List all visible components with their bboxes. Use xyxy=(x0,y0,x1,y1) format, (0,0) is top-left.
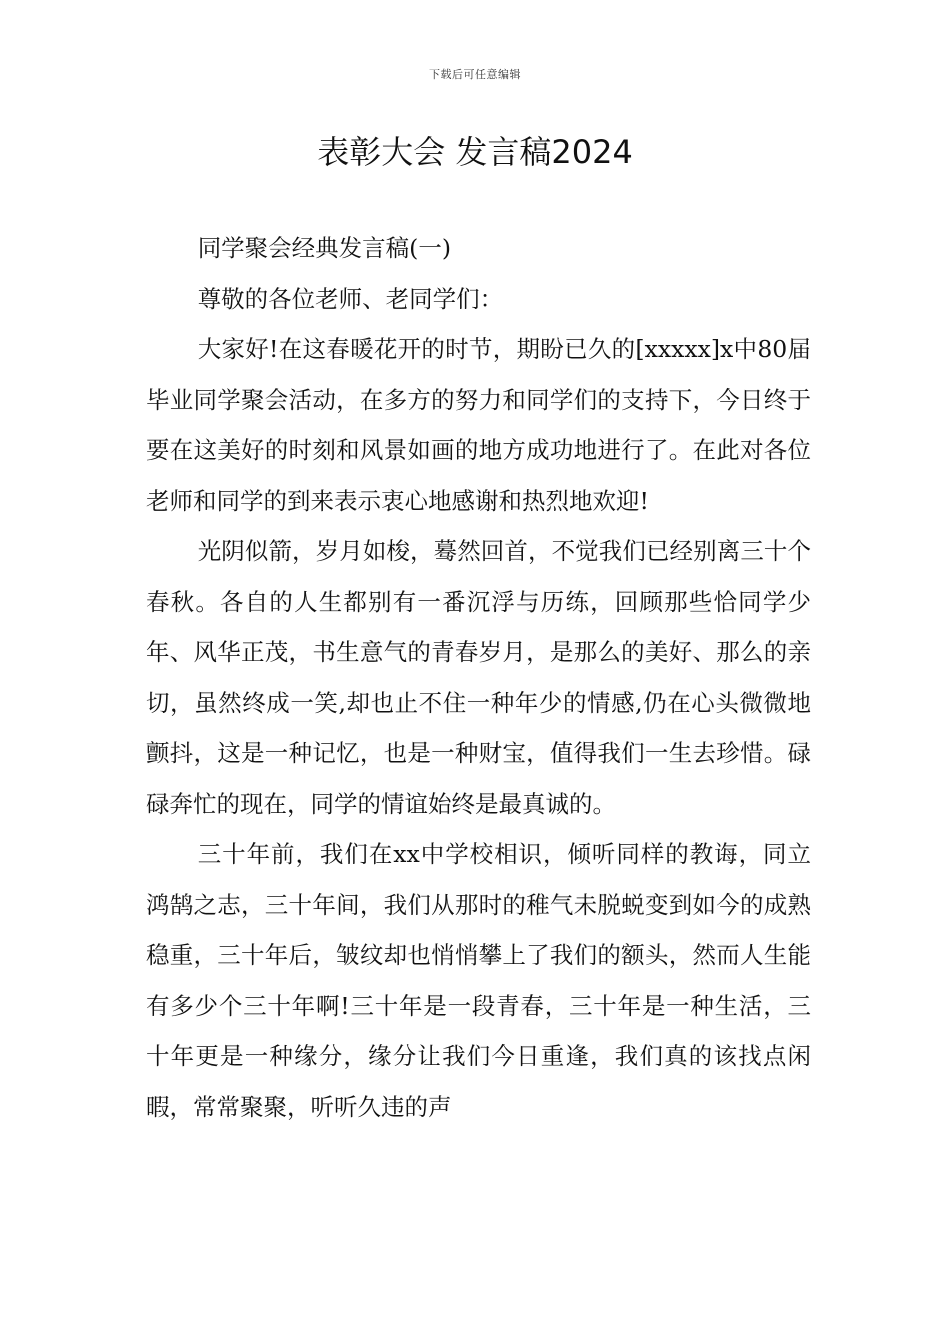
paragraph-subtitle: 同学聚会经典发言稿(一) xyxy=(197,234,452,262)
document-title: 表彰大会 发言稿2024 xyxy=(317,133,633,171)
paragraph-salutation: 尊敬的各位老师、老同学们： xyxy=(197,284,504,313)
paragraph: 三十年前，我们在xx中学校相识，倾听同样的教诲，同立鸿鹄之志，三十年间，我们从那时的稚气未脱蜕变到如今的成熟稳重，三十年后，皱纹却也悄悄攀上了我们的额头，然而人生能有多少个三十年啊!三十年是一段青春，三十年是一种生活，三十年更是一种缘分，缘分让我们今日重逢，我们真的该找点闲暇，常常聚聚，听听久违的声 xyxy=(146,840,811,1121)
header-note: 下载后可任意编辑 xyxy=(429,68,521,81)
document-body xyxy=(146,223,811,1132)
paragraph: 光阴似箭，岁月如梭，蓦然回首，不觉我们已经别离三十个春秋。各自的人生都别有一番沉浮与历练，回顾那些恰同学少年、风华正茂，书生意气的青春岁月，是那么的美好、那么的亲切，虽然终成一笑,却也止不住一种年少的情感,仍在心头微微地颤抖，这是一种记忆，也是一种财宝，值得我们一生去珍惜。碌碌奔忙的现在，同学的情谊始终是最真诚的。 xyxy=(146,537,811,818)
paragraph: 大家好!在这春暖花开的时节，期盼已久的[xxxxx]x中80届毕业同学聚会活动，在多方的努力和同学们的支持下，今日终于要在这美好的时刻和风景如画的地方成功地进行了。在此对各位老师和同学的到来表示衷心地感谢和热烈地欢迎! xyxy=(146,335,811,515)
